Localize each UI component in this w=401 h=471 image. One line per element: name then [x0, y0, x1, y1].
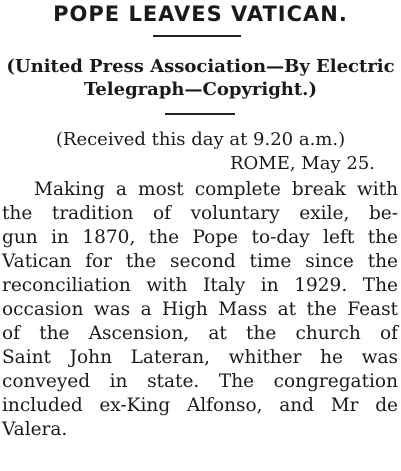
body-line: the tradition of voluntary exile, be-	[2, 203, 398, 224]
body-line: Valera.	[2, 419, 68, 440]
body-line: of the Ascension, at the church of	[2, 323, 398, 344]
body-line: included ex-King Alfonso, and Mr de	[2, 395, 398, 416]
byline-line-1: (United Press Association—By Electric	[6, 56, 395, 77]
body-line: Making a most complete break with	[34, 179, 398, 200]
byline-rule	[165, 113, 235, 115]
body-line: Saint John Lateran, whither he was	[2, 347, 398, 368]
body-line: occasion was a High Mass at the Feast	[2, 299, 398, 320]
headline-rule	[153, 35, 241, 37]
headline: POPE LEAVES VATICAN.	[53, 2, 348, 26]
body-line: reconciliation with Italy in 1929. The	[2, 275, 398, 296]
body-line: Vatican for the second time since the	[2, 251, 398, 272]
body-line: conveyed in state. The congregation	[2, 371, 398, 392]
dateline: ROME, May 25.	[229, 153, 375, 174]
received-line: (Received this day at 9.20 a.m.)	[55, 129, 346, 150]
byline-line-2: Telegraph—Copyright.)	[84, 79, 317, 100]
body-line: gun in 1870, the Pope to-day left the	[2, 227, 398, 248]
